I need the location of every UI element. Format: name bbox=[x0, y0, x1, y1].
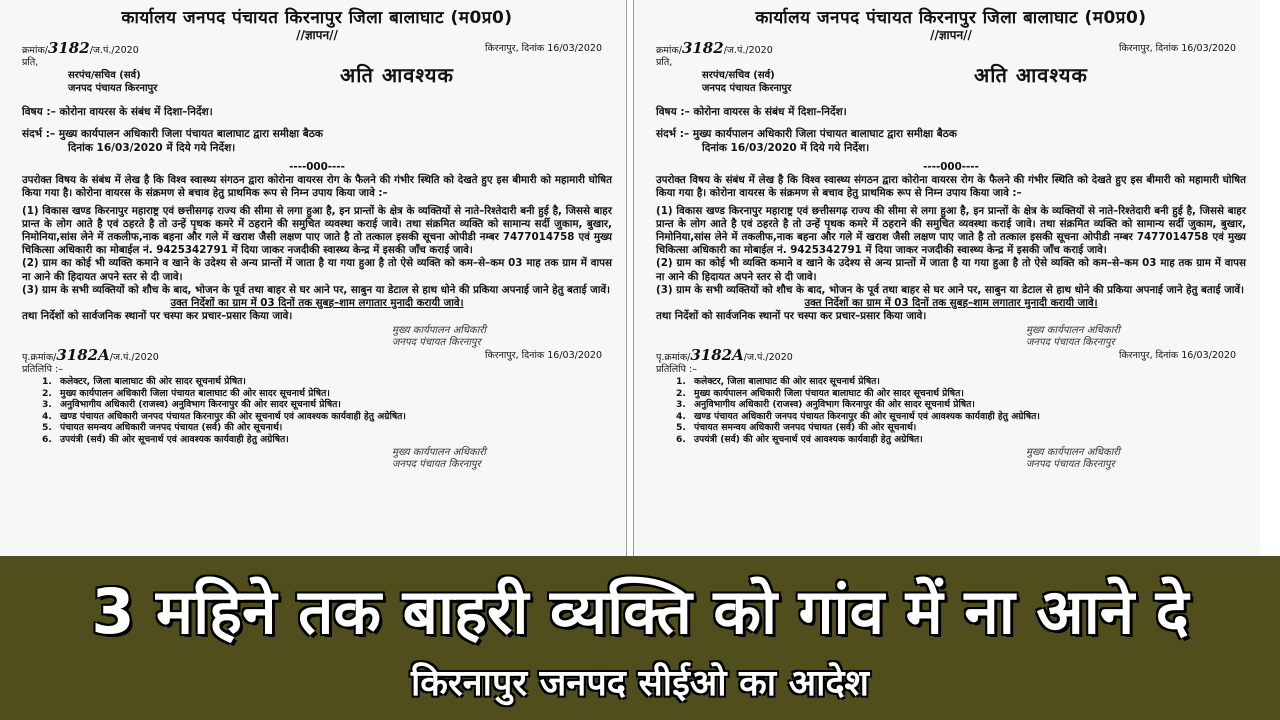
kramank-number: 3182 bbox=[681, 39, 724, 57]
kramank-row bbox=[22, 39, 612, 57]
pu-kramank-number: 3182A bbox=[56, 346, 110, 365]
office-heading: कार्यालय जनपद पंचायत किरनापुर जिला बालाघाट (म0प्र0) bbox=[121, 8, 513, 28]
kramank-suffix: /ज.पं./2020 bbox=[723, 45, 773, 56]
copy-item: 5. पंचायत समन्वय अधिकारी जनपद पंचायत (सर्व) की ओर सूचनार्थ। bbox=[42, 422, 283, 434]
place-date: किरनापुर, दिनांक 16/03/2020 bbox=[1118, 43, 1236, 54]
copy-item: 3. अनुविभागीय अधिकारी (राजस्व) अनुविभाग किरनापुर की ओर सादर सूचनार्थ प्रेषित। bbox=[42, 399, 341, 411]
kramank-number: 3182 bbox=[47, 39, 90, 57]
signature-bottom-line2: जनपद पंचायत किरनापुर bbox=[1026, 459, 1115, 471]
headline-banner bbox=[0, 556, 1280, 720]
point-3: (3) ग्राम के सभी व्यक्तियों को शौच के बाद, भोजन के पूर्व तथा बाहर से घर आने पर, साबुन या डेटाल से हाथ धोने की प्रकिया अपनाई जाने हेतु बताई जावें। bbox=[22, 283, 611, 296]
pu-kramank-number: 3182A bbox=[690, 346, 744, 365]
copy-item: 4. खण्ड पंचायत अधिकारी जनपद पंचायत किरनापुर की ओर सूचनार्थ एवं आवश्यक कार्यवाही हेतु अग्रेषित। bbox=[676, 410, 1040, 422]
scan-divider bbox=[626, 0, 634, 556]
addressee-block bbox=[656, 63, 1246, 99]
banner-subline: किरनापुर जनपद सीईओ का आदेश bbox=[410, 663, 870, 704]
signature-line1: मुख्य कार्यपालन अधिकारी bbox=[1026, 325, 1120, 337]
pratilipi-label: प्रतिलिपि :– bbox=[656, 364, 698, 376]
copy-item: 1. कलेक्टर, जिला बालाघाट की ओर सादर सूचनार्थ प्रेषित। bbox=[42, 376, 246, 388]
intro-paragraph: उपरोक्त विषय के संबंध में लेख है कि विश्व स्वास्थ्य संगठन द्वारा कोरोना वायरस रोग के फैलने की गंभीर स्थिति को देखते हुए इस बीमारी को महामारी घोषित किया गया है। कोरोना वायरस के संक्रमण से बचाव हेतु प्राथमिक रूप से निम्न उपाय किया जावे :– bbox=[656, 174, 1246, 200]
place-date-2: किरनापुर, दिनांक 16/03/2020 bbox=[1118, 350, 1236, 362]
copy-item: 1. कलेक्टर, जिला बालाघाट की ओर सादर सूचनार्थ प्रेषित। bbox=[676, 376, 880, 388]
document-scan-right bbox=[634, 0, 1260, 556]
copy-list bbox=[676, 376, 1246, 445]
office-heading: कार्यालय जनपद पंचायत किरनापुर जिला बालाघाट (म0प्र0) bbox=[755, 8, 1147, 28]
point-1: (1) विकास खण्ड किरनापुर महाराष्ट्र एवं छत्तीसगढ़ राज्य की सीमा से लगा हुआ है, इन प्रान्तों के क्षेत्र के व्यक्तियों से नाते–रिश्तेदारी बनी हुई है, जिससे बाहर प्रान्त के लोग आते है एवं ठहरते है तो उन्हें पृथक कमरे में ठहराने की समुचित व्यवस्था कराई जावे। तथा संक्रमित व्यक्ति को सामान्य सर्दी जुकाम, बुखार, निमोनिया,सांस लेने में तकलीफ,नाक बहना और गले में खराश जैसी लक्षण पाए जाते है तो तत्काल इसकी सूचना ओपीडी नम्बर 7477014758 एवं मुख्य चिकित्सा अधिकारी का मोबाईल नं. 9425342791 में दिया जाकर नजदीकी स्वास्थ्य केन्द्र में इसकी जाँच कराई जावे। bbox=[22, 204, 612, 257]
copy-list bbox=[42, 376, 612, 445]
document-scan-left bbox=[0, 0, 626, 556]
sandarbh-line2: दिनांक 16/03/2020 में दिये गये निर्देश। bbox=[68, 142, 236, 154]
sandarbh-line2: दिनांक 16/03/2020 में दिये गये निर्देश। bbox=[702, 142, 870, 154]
point-1: (1) विकास खण्ड किरनापुर महाराष्ट्र एवं छत्तीसगढ़ राज्य की सीमा से लगा हुआ है, इन प्रान्तों के क्षेत्र के व्यक्तियों से नाते–रिश्तेदारी बनी हुई है, जिससे बाहर प्रान्त के लोग आते है एवं ठहरते है तो उन्हें पृथक कमरे में ठहराने की समुचित व्यवस्था कराई जावे। तथा संक्रमित व्यक्ति को सामान्य सर्दी जुकाम, बुखार, निमोनिया,सांस लेने में तकलीफ,नाक बहना और गले में खराश जैसी लक्षण पाए जाते है तो तत्काल इसकी सूचना ओपीडी नम्बर 7477014758 एवं मुख्य चिकित्सा अधिकारी का मोबाईल नं. 9425342791 में दिया जाकर नजदीकी स्वास्थ्य केन्द्र में इसकी जाँच कराई जावे। bbox=[656, 204, 1246, 257]
pu-kramank-row bbox=[656, 346, 1246, 365]
signature-bottom-line2: जनपद पंचायत किरनापुर bbox=[392, 459, 481, 471]
addressee-block bbox=[22, 63, 612, 99]
copy-item: 6. उपयंत्री (सर्व) की ओर सूचनार्थ एवं आवश्यक कार्यवाही हेतु अग्रेषित। bbox=[42, 433, 289, 445]
pu-kramank-prefix: पृ.क्रमांक/ bbox=[22, 352, 57, 364]
vishay: विषय :– कोरोना वायरस के संबंध में दिशा–निर्देश। bbox=[22, 106, 213, 118]
gyapan-label: //ज्ञापन// bbox=[296, 28, 338, 42]
pu-kramank-prefix: पृ.क्रमांक/ bbox=[656, 352, 691, 364]
intro-paragraph: उपरोक्त विषय के संबंध में लेख है कि विश्व स्वास्थ्य संगठन द्वारा कोरोना वायरस रोग के फैलने की गंभीर स्थिति को देखते हुए इस बीमारी को महामारी घोषित किया गया है। कोरोना वायरस के संक्रमण से बचाव हेतु प्राथमिक रूप से निम्न उपाय किया जावे :– bbox=[22, 174, 612, 200]
copy-item: 3. अनुविभागीय अधिकारी (राजस्व) अनुविभाग किरनापुर की ओर सादर सूचनार्थ प्रेषित। bbox=[676, 399, 975, 411]
banner-headline: 3 महिने तक बाहरी व्यक्ति को गांव में ना आने दे bbox=[91, 575, 1189, 648]
vishay: विषय :– कोरोना वायरस के संबंध में दिशा–निर्देश। bbox=[656, 106, 847, 118]
munadi-line: उक्त निर्देशों का ग्राम में 03 दिनों तक सुबह–शाम लगातार मुनादी करायी जावे। bbox=[804, 297, 1098, 310]
separator: ----000---- bbox=[923, 161, 979, 173]
gyapan-label: //ज्ञापन// bbox=[930, 28, 972, 42]
sandarbh-line1: संदर्भ :– मुख्य कार्यपालन अधिकारी जिला पंचायत बालाघाट द्वारा समीक्षा बैठक bbox=[656, 128, 957, 140]
copy-item: 2. मुख्य कार्यपालन अधिकारी जिला पंचायत बालाघाट की ओर सादर सूचनार्थ प्रेषित। bbox=[676, 387, 964, 399]
copy-item: 2. मुख्य कार्यपालन अधिकारी जिला पंचायत बालाघाट की ओर सादर सूचनार्थ प्रेषित। bbox=[42, 387, 330, 399]
kramank-row bbox=[656, 39, 1246, 57]
copy-item: 5. पंचायत समन्वय अधिकारी जनपद पंचायत (सर्व) की ओर सूचनार्थ। bbox=[676, 422, 917, 434]
point-2: (2) ग्राम का कोई भी व्यक्ति कमाने व खाने के उदेश्य से अन्य प्रान्तों में जाता है या गया हुआ है तो ऐसे व्यक्ति को कम–से–कम 03 माह तक ग्राम में वापस ना आने की हिदायत अपने स्तर से दी जावे। bbox=[22, 257, 612, 283]
signature-bottom-line1: मुख्य कार्यपालन अधिकारी bbox=[1026, 447, 1120, 459]
copy-item: 4. खण्ड पंचायत अधिकारी जनपद पंचायत किरनापुर की ओर सूचनार्थ एवं आवश्यक कार्यवाही हेतु अग्रेषित। bbox=[42, 410, 406, 422]
kramank-prefix: क्रमांक/ bbox=[656, 45, 682, 56]
signature-line1: मुख्य कार्यपालन अधिकारी bbox=[392, 325, 486, 337]
urgent-stamp: अति आवश्यक bbox=[974, 63, 1088, 87]
pu-kramank-suffix: /ज.पं./2020 bbox=[109, 352, 159, 364]
pu-kramank-suffix: /ज.पं./2020 bbox=[743, 352, 793, 364]
munadi-line: उक्त निर्देशों का ग्राम में 03 दिनों तक सुबह–शाम लगातार मुनादी करायी जावे। bbox=[170, 297, 464, 310]
prati: प्रति, bbox=[22, 57, 39, 68]
signature-line2: जनपद पंचायत किरनापुर bbox=[1026, 337, 1115, 349]
kramank-suffix: /ज.पं./2020 bbox=[89, 45, 139, 56]
addressee-line2: जनपद पंचायत किरनापुर bbox=[702, 83, 792, 94]
kramank-prefix: क्रमांक/ bbox=[22, 45, 48, 56]
copy-item: 6. उपयंत्री (सर्व) की ओर सूचनार्थ एवं आवश्यक कार्यवाही हेतु अग्रेषित। bbox=[676, 433, 923, 445]
sandarbh-line1: संदर्भ :– मुख्य कार्यपालन अधिकारी जिला पंचायत बालाघाट द्वारा समीक्षा बैठक bbox=[22, 128, 323, 140]
point-3: (3) ग्राम के सभी व्यक्तियों को शौच के बाद, भोजन के पूर्व तथा बाहर से घर आने पर, साबुन या डेटाल से हाथ धोने की प्रकिया अपनाई जाने हेतु बताई जावें। bbox=[656, 283, 1245, 296]
separator: ----000---- bbox=[289, 161, 345, 173]
addressee-line1: सरपंच/सचिव (सर्व) bbox=[702, 70, 775, 81]
addressee-line1: सरपंच/सचिव (सर्व) bbox=[68, 70, 141, 81]
place-date-2: किरनापुर, दिनांक 16/03/2020 bbox=[484, 350, 602, 362]
prachar-line: तथा निर्देशों को सार्वजनिक स्थानों पर चस्पा कर प्रचार–प्रसार किया जावे। bbox=[656, 310, 927, 323]
prati: प्रति, bbox=[656, 57, 673, 68]
addressee-line2: जनपद पंचायत किरनापुर bbox=[68, 83, 158, 94]
point-2: (2) ग्राम का कोई भी व्यक्ति कमाने व खाने के उदेश्य से अन्य प्रान्तों में जाता है या गया हुआ है तो ऐसे व्यक्ति को कम–से–कम 03 माह तक ग्राम में वापस ना आने की हिदायत अपने स्तर से दी जावे। bbox=[656, 257, 1246, 283]
signature-bottom-line1: मुख्य कार्यपालन अधिकारी bbox=[392, 447, 486, 459]
prachar-line: तथा निर्देशों को सार्वजनिक स्थानों पर चस्पा कर प्रचार–प्रसार किया जावे। bbox=[22, 310, 293, 323]
signature-line2: जनपद पंचायत किरनापुर bbox=[392, 337, 481, 349]
urgent-stamp: अति आवश्यक bbox=[340, 63, 454, 87]
pu-kramank-row bbox=[22, 346, 612, 365]
place-date: किरनापुर, दिनांक 16/03/2020 bbox=[484, 43, 602, 54]
pratilipi-label: प्रतिलिपि :– bbox=[22, 364, 64, 376]
